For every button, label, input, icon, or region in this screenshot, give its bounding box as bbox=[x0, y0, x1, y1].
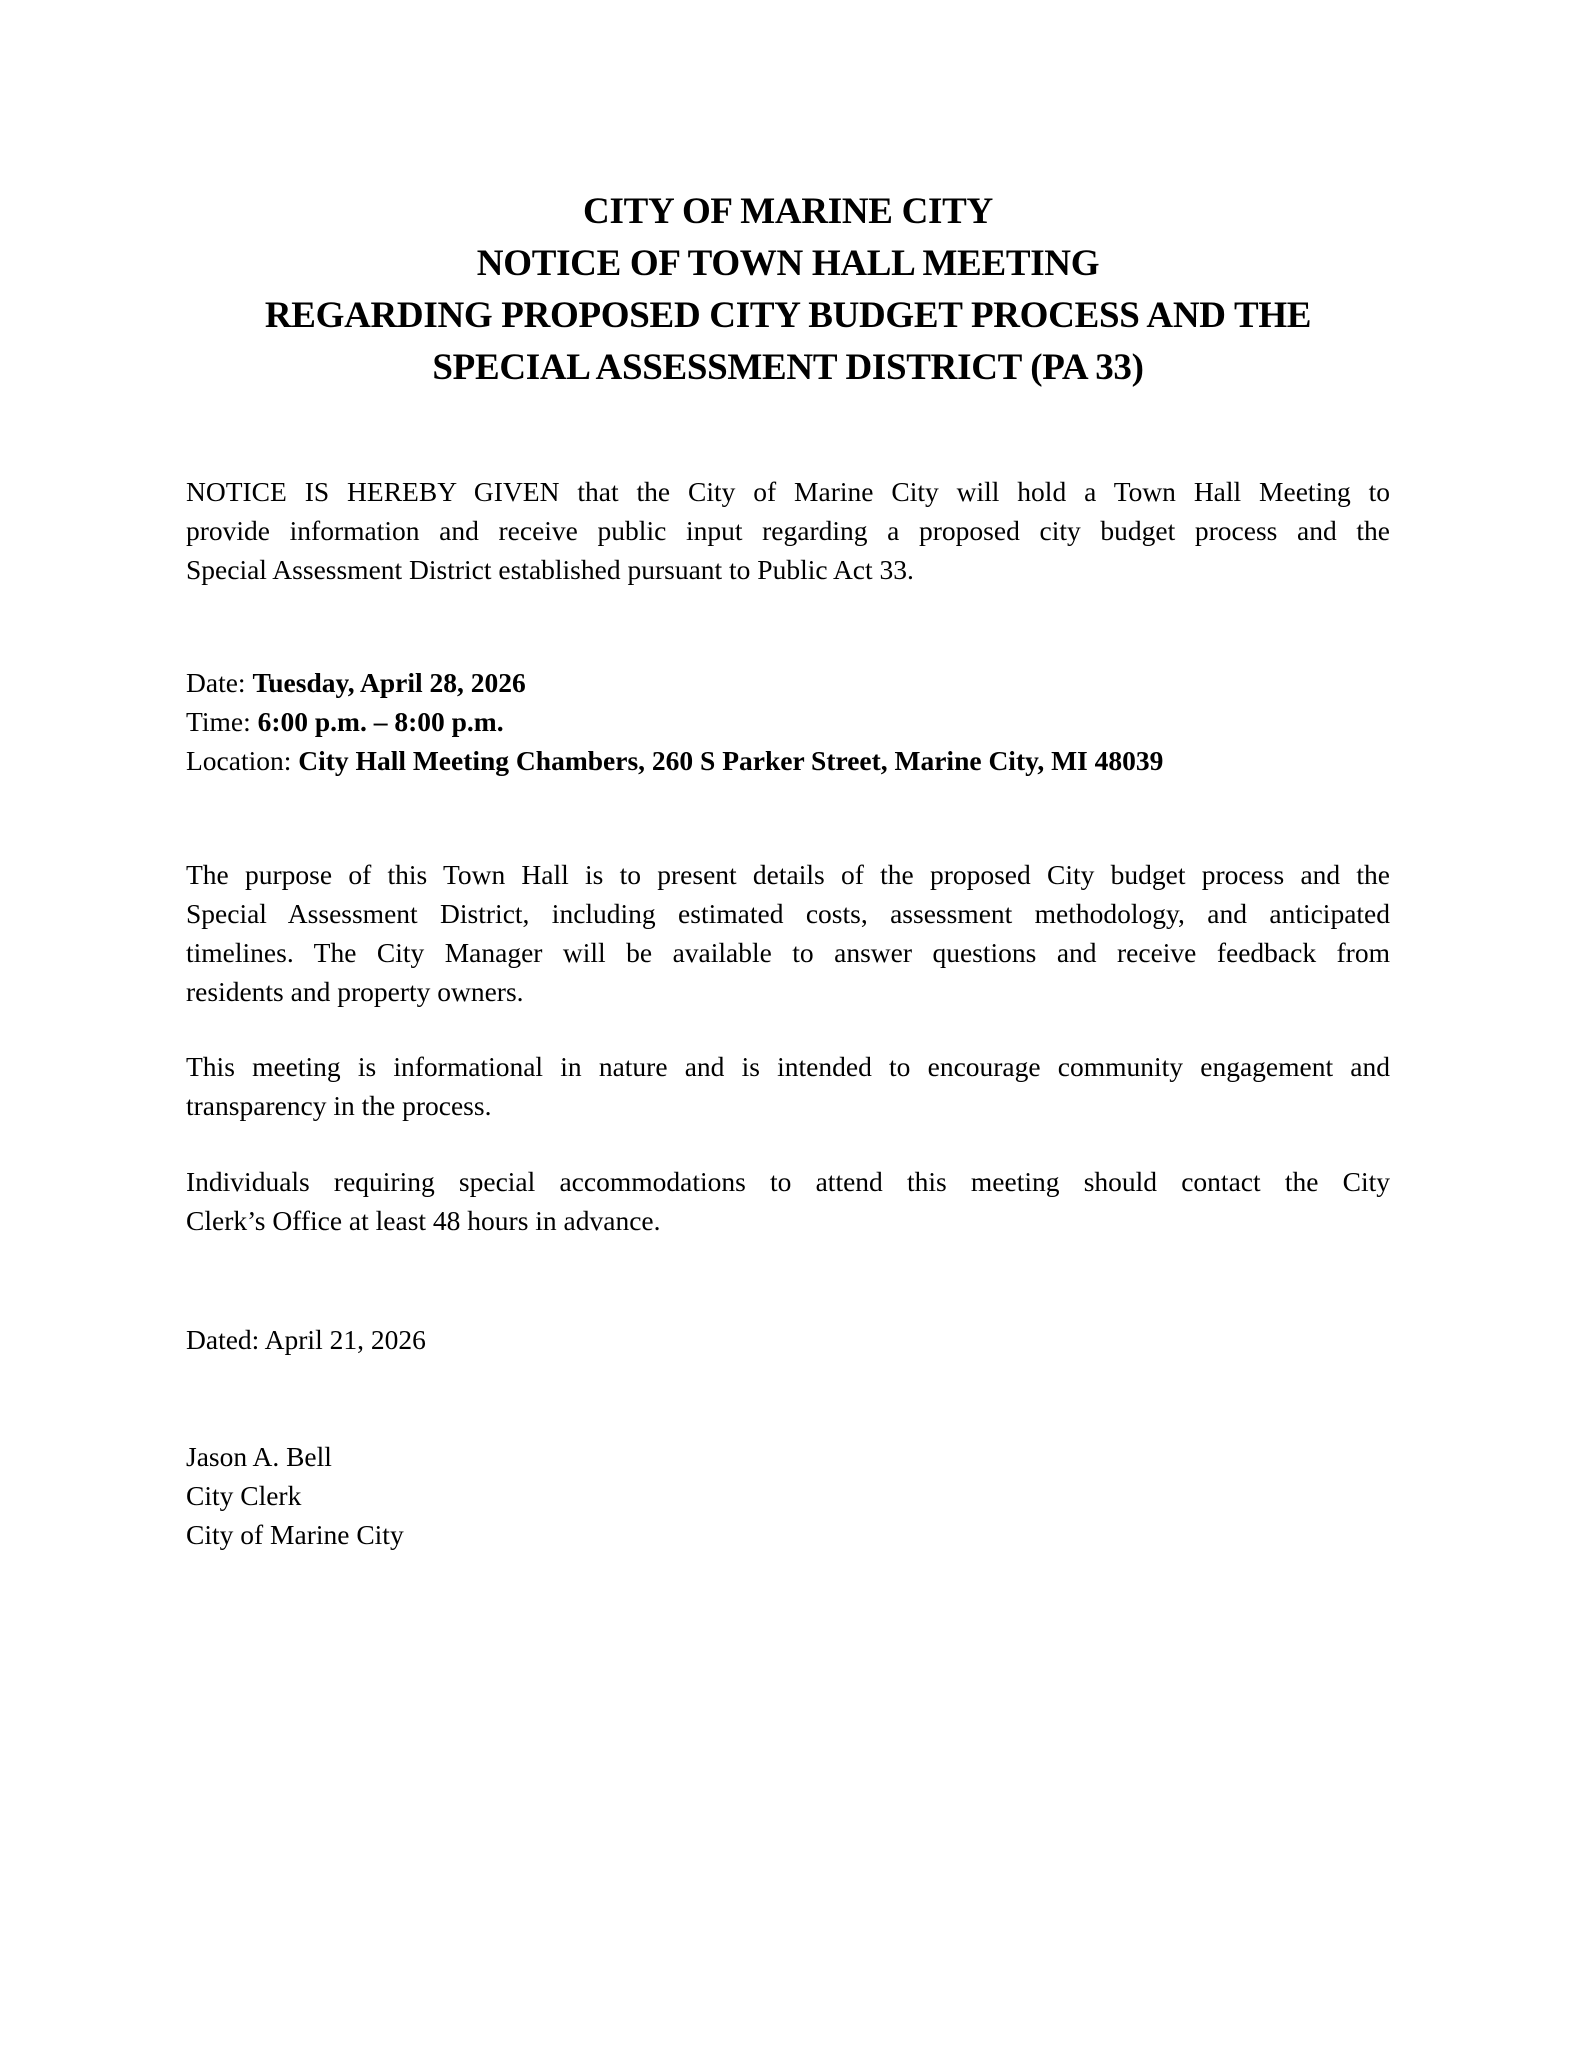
meeting-time-label: Time: bbox=[186, 706, 258, 737]
signer-organization: City of Marine City bbox=[186, 1519, 404, 1550]
purpose-line: timelines. The City Manager will be available to answer questions and receive feedback from bbox=[186, 937, 1390, 968]
title-line-notice: NOTICE OF TOWN HALL MEETING bbox=[476, 243, 1100, 284]
signature-block bbox=[186, 1437, 404, 1554]
signer-title: City Clerk bbox=[186, 1480, 302, 1511]
purpose-paragraph bbox=[186, 855, 1390, 1011]
accommodations-line: Clerk’s Office at least 48 hours in advance. bbox=[186, 1205, 661, 1236]
title-line-district: SPECIAL ASSESSMENT DISTRICT (PA 33) bbox=[432, 347, 1144, 388]
meeting-details bbox=[186, 663, 1163, 780]
meeting-location-value: City Hall Meeting Chambers, 260 S Parker Street, Marine City, MI 48039 bbox=[298, 745, 1164, 776]
meeting-location-row bbox=[186, 741, 1163, 780]
purpose-line: The purpose of this Town Hall is to present details of the proposed City budget process and the bbox=[186, 859, 1390, 890]
informational-paragraph bbox=[186, 1047, 1390, 1125]
dated-line: Dated: April 21, 2026 bbox=[186, 1324, 426, 1355]
meeting-date-value: Tuesday, April 28, 2026 bbox=[252, 667, 526, 698]
signer-name: Jason A. Bell bbox=[186, 1441, 332, 1472]
title-line-city: CITY OF MARINE CITY bbox=[583, 191, 993, 232]
intro-paragraph bbox=[186, 472, 1390, 589]
accommodations-paragraph bbox=[186, 1162, 1390, 1240]
informational-line: transparency in the process. bbox=[186, 1090, 492, 1121]
purpose-line: residents and property owners. bbox=[186, 976, 524, 1007]
meeting-time-row bbox=[186, 702, 1163, 741]
meeting-date-label: Date: bbox=[186, 667, 253, 698]
title-line-regarding: REGARDING PROPOSED CITY BUDGET PROCESS AND THE bbox=[264, 295, 1312, 336]
accommodations-line: Individuals requiring special accommodations to attend this meeting should contact the City bbox=[186, 1166, 1390, 1197]
intro-line: provide information and receive public input regarding a proposed city budget process and the bbox=[186, 515, 1390, 546]
purpose-line: Special Assessment District, including estimated costs, assessment methodology, and anticipated bbox=[186, 898, 1390, 929]
intro-line: Special Assessment District established pursuant to Public Act 33. bbox=[186, 554, 914, 585]
meeting-date-row bbox=[186, 663, 1163, 702]
notice-title bbox=[186, 186, 1390, 394]
intro-line: NOTICE IS HEREBY GIVEN that the City of Marine City will hold a Town Hall Meeting to bbox=[186, 476, 1390, 507]
meeting-location-label: Location: bbox=[186, 745, 299, 776]
informational-line: This meeting is informational in nature and is intended to encourage community engagement and bbox=[186, 1051, 1390, 1082]
meeting-time-value: 6:00 p.m. – 8:00 p.m. bbox=[257, 706, 504, 737]
